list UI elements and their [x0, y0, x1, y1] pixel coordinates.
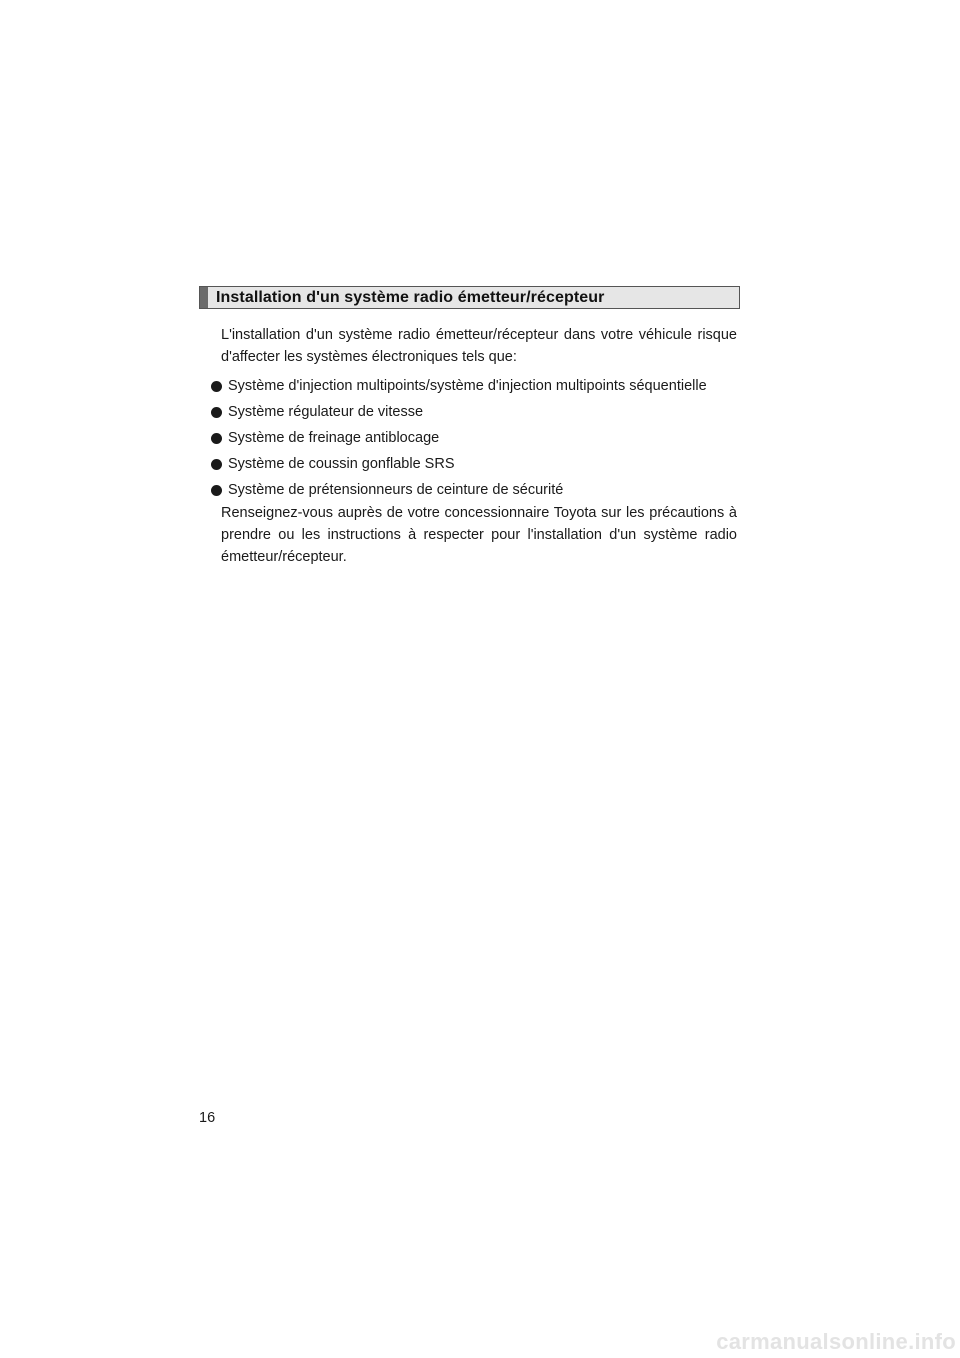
- bullet-icon: [211, 407, 222, 418]
- page-number: 16: [199, 1110, 216, 1126]
- list-item: [211, 373, 741, 399]
- bullet-icon: [211, 459, 222, 470]
- bullet-icon: [211, 381, 222, 392]
- list-item-label: Système de freinage antiblocage: [228, 430, 440, 446]
- list-item: [211, 451, 741, 477]
- list-item: [211, 399, 741, 425]
- section-header-accent-bar: [200, 287, 208, 308]
- section-title: Installation d'un système radio émetteur/récepteur: [216, 288, 605, 306]
- intro-paragraph: L'installation d'un système radio émetteur/récepteur dans votre véhicule risque d'affecter les systèmes électroniques tels que:: [221, 327, 737, 365]
- list-item-label: Système de coussin gonflable SRS: [228, 456, 455, 472]
- list-item-label: Système de prétensionneurs de ceinture de sécurité: [228, 482, 564, 498]
- list-item: [211, 425, 741, 451]
- list-item-label: Système d'injection multipoints/système d'injection multipoints séquentielle: [228, 378, 707, 394]
- closing-paragraph: Renseignez-vous auprès de votre concessionnaire Toyota sur les précautions à prendre ou les instructions à respecter pour l'installation d'un système radio émetteur/récepteur.: [221, 505, 737, 565]
- watermark: carmanualsonline.info: [716, 1329, 956, 1354]
- affected-systems-list: [211, 373, 741, 503]
- list-item: [211, 477, 741, 503]
- bullet-icon: [211, 433, 222, 444]
- list-item-label: Système régulateur de vitesse: [228, 404, 424, 420]
- section-header: [199, 286, 740, 309]
- bullet-icon: [211, 485, 222, 496]
